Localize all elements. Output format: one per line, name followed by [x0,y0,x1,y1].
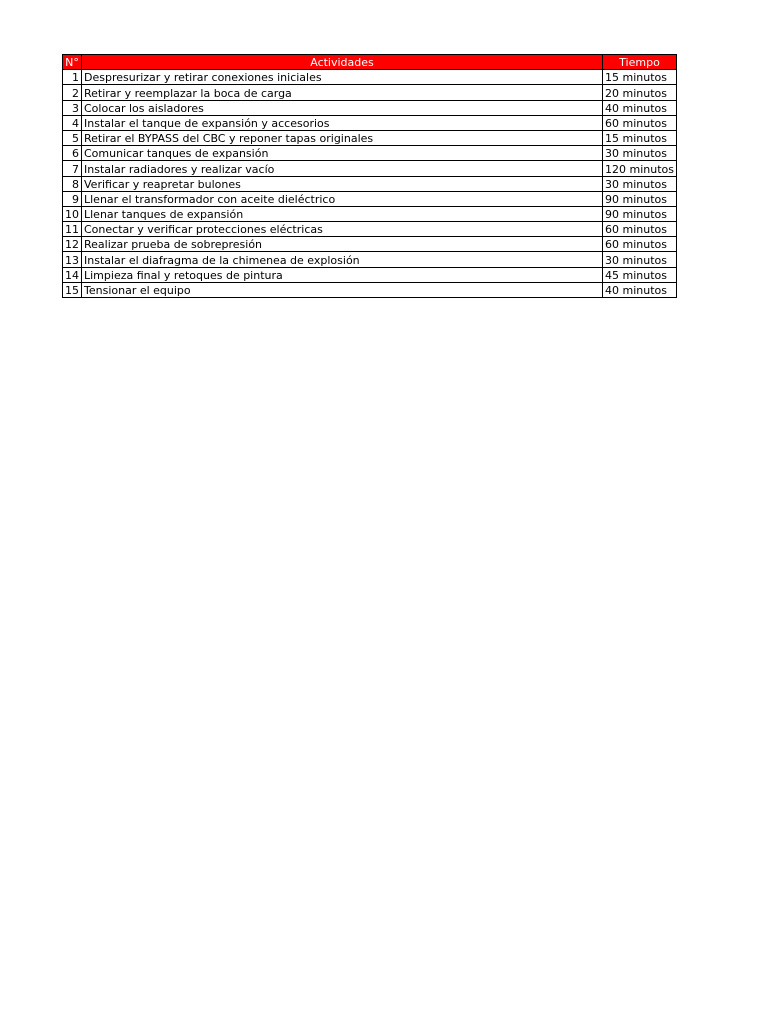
row-activity: Verificar y reapretar bulones [82,176,603,191]
row-time: 60 minutos [603,237,677,252]
row-activity: Instalar el diafragma de la chimenea de explosión [82,252,603,267]
row-time: 30 minutos [603,146,677,161]
row-number: 12 [63,237,82,252]
row-activity: Instalar radiadores y realizar vacío [82,161,603,176]
row-number: 13 [63,252,82,267]
row-activity: Llenar tanques de expansión [82,206,603,221]
row-number: 1 [63,70,82,85]
row-time: 40 minutos [603,100,677,115]
row-time: 120 minutos [603,161,677,176]
header-number: N° [63,55,82,70]
row-activity: Instalar el tanque de expansión y accesorios [82,115,603,130]
row-number: 3 [63,100,82,115]
row-number: 11 [63,222,82,237]
row-activity: Tensionar el equipo [82,282,603,297]
activities-table [62,54,677,298]
table-row [63,176,677,191]
table-row [63,146,677,161]
table-row [63,130,677,145]
table-row [63,206,677,221]
row-activity: Retirar el BYPASS del CBC y reponer tapas originales [82,130,603,145]
row-number: 2 [63,85,82,100]
table-row [63,70,677,85]
table-row [63,191,677,206]
row-time: 40 minutos [603,282,677,297]
table-row [63,267,677,282]
table-body [63,70,677,298]
row-time: 60 minutos [603,115,677,130]
header-time: Tiempo [603,55,677,70]
row-number: 4 [63,115,82,130]
table-row [63,222,677,237]
row-time: 90 minutos [603,206,677,221]
header-activity: Actividades [82,55,603,70]
row-activity: Limpieza final y retoques de pintura [82,267,603,282]
row-time: 15 minutos [603,130,677,145]
row-time: 30 minutos [603,252,677,267]
row-number: 10 [63,206,82,221]
row-number: 7 [63,161,82,176]
row-time: 90 minutos [603,191,677,206]
row-activity: Conectar y verificar protecciones eléctricas [82,222,603,237]
row-activity: Despresurizar y retirar conexiones iniciales [82,70,603,85]
row-activity: Colocar los aisladores [82,100,603,115]
table-row [63,161,677,176]
row-number: 5 [63,130,82,145]
table-header-row [63,55,677,70]
row-time: 15 minutos [603,70,677,85]
row-activity: Llenar el transformador con aceite dieléctrico [82,191,603,206]
row-time: 20 minutos [603,85,677,100]
row-time: 45 minutos [603,267,677,282]
row-activity: Comunicar tanques de expansión [82,146,603,161]
row-number: 9 [63,191,82,206]
table-row [63,282,677,297]
row-activity: Retirar y reemplazar la boca de carga [82,85,603,100]
row-activity: Realizar prueba de sobrepresión [82,237,603,252]
row-number: 8 [63,176,82,191]
table-row [63,115,677,130]
table-row [63,252,677,267]
row-time: 30 minutos [603,176,677,191]
table-row [63,237,677,252]
row-time: 60 minutos [603,222,677,237]
table-row [63,85,677,100]
table-row [63,100,677,115]
row-number: 14 [63,267,82,282]
row-number: 6 [63,146,82,161]
row-number: 15 [63,282,82,297]
